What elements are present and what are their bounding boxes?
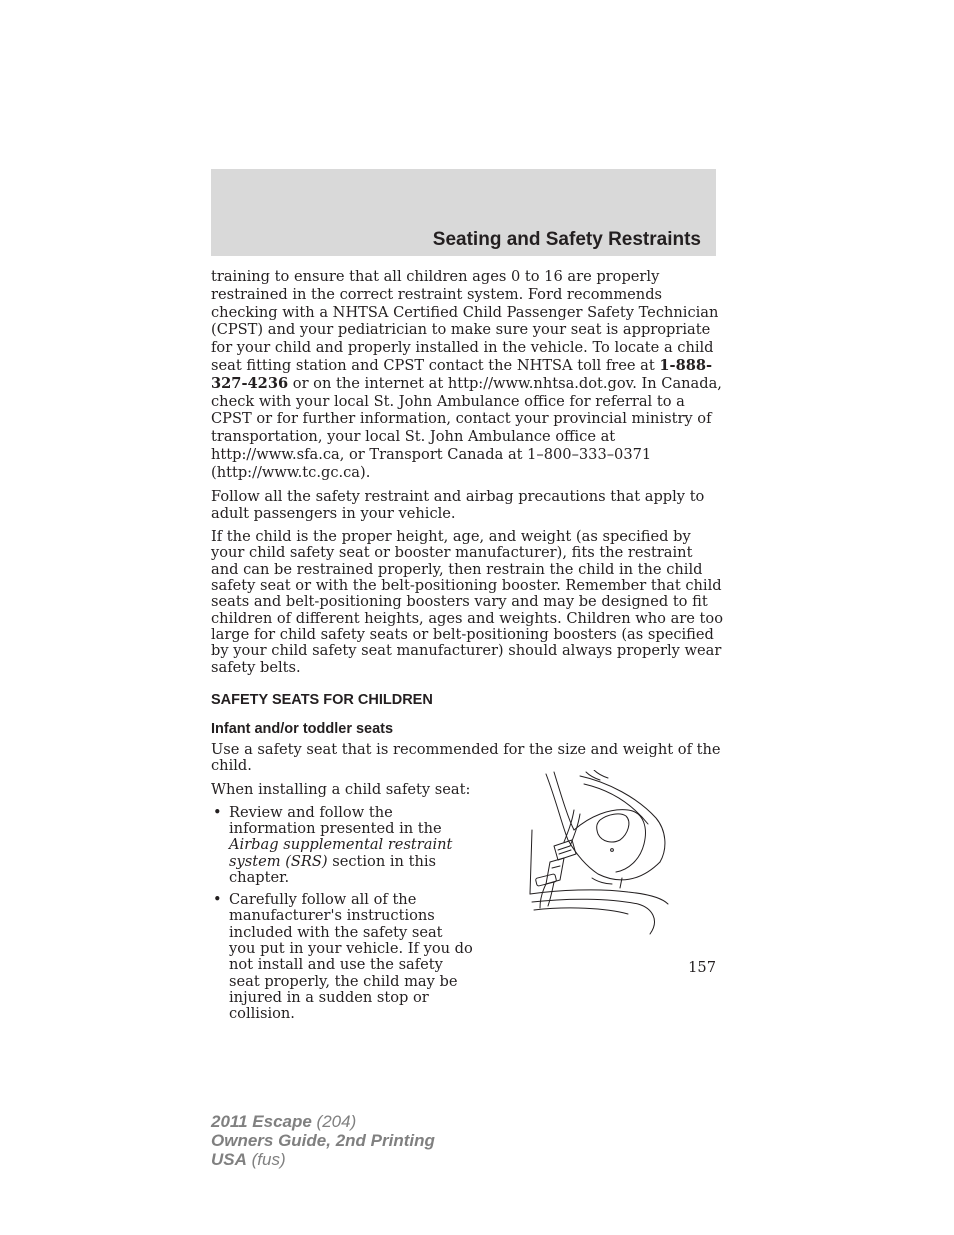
paragraph-cpst-part1: training to ensure that all children ages 0 to 16 are properly restrained in the correct restraint system. Ford recommends checking with a NHTSA Certified Child Passenger Safety Technician (CPST) and your pediatrician to make sure your seat is appropriate for your child and properly installed in the vehicle. To locate a child seat fitting station and CPST contact the NHTSA toll free at xyxy=(211,268,719,374)
bullet1-text-post: section in this chapter. xyxy=(229,852,436,886)
paragraph-proper-restraint: If the child is the proper height, age, and weight (as specified by your child safety seat or booster manufacturer), fits the restraint and can be restrained properly, then restrain the child in the child safety seat or with the belt-positioning booster. Remember that child seats and belt-positioning boosters vary and may be designed to fit children of different heights, ages and weights. Children who are too large for child safety seats or belt-positioning boosters (as specified by your child safety seat manufacturer) should always properly wear safety belts. xyxy=(211,528,723,676)
bullet1-text-pre: Review and follow the information presented in the xyxy=(229,803,442,837)
paragraph-installing-intro: When installing a child safety seat: xyxy=(211,780,471,798)
list-item xyxy=(211,805,473,886)
footer-model-code: (204) xyxy=(311,1112,357,1131)
nhtsa-phone-number: 1-888-327-4236 xyxy=(211,356,713,392)
bullet-icon: • xyxy=(213,803,222,821)
page-number: 157 xyxy=(688,959,716,976)
footer-line-printing: Owners Guide, 2nd Printing xyxy=(211,1131,435,1150)
srs-section-reference: Airbag supplemental restraint system (SRS) xyxy=(229,836,453,870)
page-title: Seating and Safety Restraints xyxy=(432,229,701,250)
footer-line-region xyxy=(211,1150,435,1169)
section-heading: SAFETY SEATS FOR CHILDREN xyxy=(211,691,433,708)
installation-bullets xyxy=(211,805,473,1023)
footer-region: USA xyxy=(211,1150,247,1169)
bullet-icon: • xyxy=(213,891,222,909)
paragraph-cpst-part2: or on the internet at http://www.nhtsa.dot.gov. In Canada, check with your local St. John Ambulance office for referral to a CPST or for further information, contact your provincial ministry of transportation, your local St. John Ambulance office at http://www.sfa.ca, or Transport Canada at 1–800–333–0371 (http://www.tc.gc.ca). xyxy=(211,374,722,481)
list-item xyxy=(211,892,473,1022)
paragraph-cpst xyxy=(211,268,723,482)
subsection-heading: Infant and/or toddler seats xyxy=(211,720,394,737)
paragraph-adult-precautions: Follow all the safety restraint and airbag precautions that apply to adult passengers in your vehicle. xyxy=(211,487,705,523)
bullet2-text: Carefully follow all of the manufacturer's instructions included with the safety seat you put in your vehicle. If you do not install and use the safety seat properly, the child may be injured in a sudden stop or collision. xyxy=(229,891,473,1023)
footer-model-name: 2011 Escape xyxy=(211,1112,312,1131)
footer-line-model xyxy=(211,1112,435,1131)
header-band xyxy=(211,169,716,256)
seat-belt-buckle-illustration xyxy=(528,770,670,938)
footer-publication-info xyxy=(211,1112,435,1169)
footer-region-code: (fus) xyxy=(246,1150,286,1169)
paragraph-recommended-seat: Use a safety seat that is recommended for the size and weight of the child. xyxy=(211,740,721,775)
